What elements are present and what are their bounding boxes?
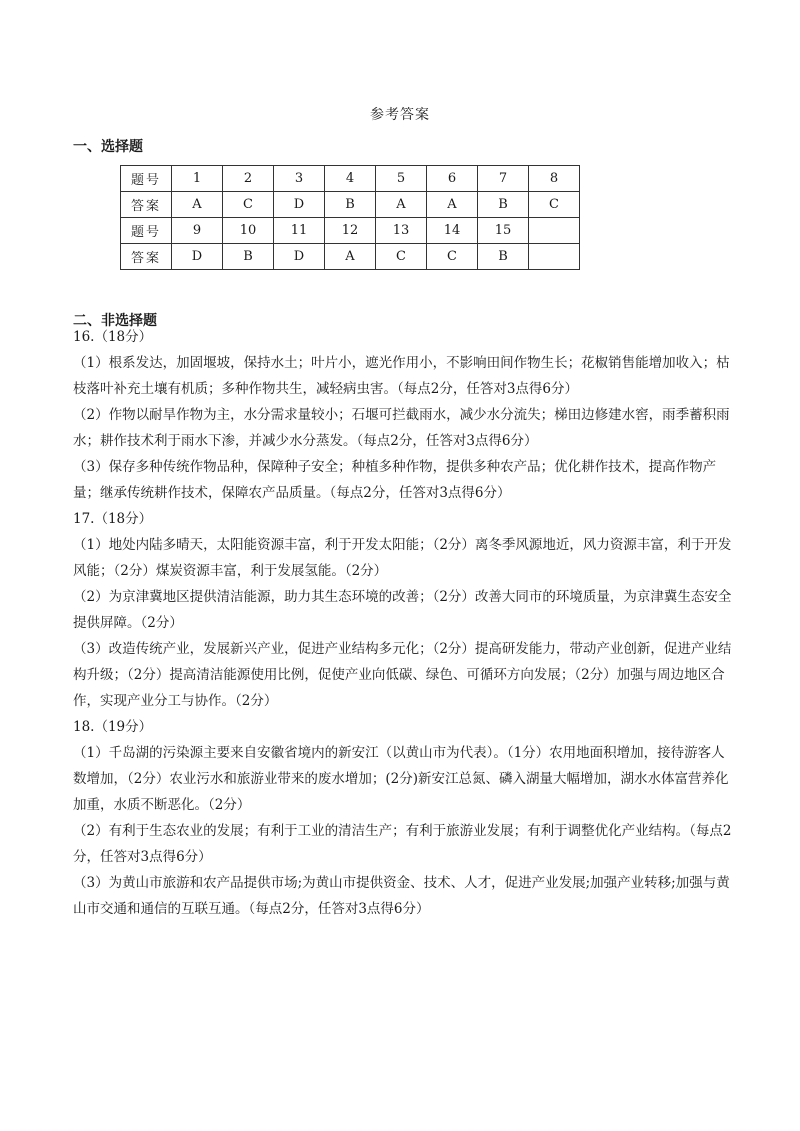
question-number: 11 bbox=[274, 218, 325, 244]
answer-cell: B bbox=[478, 192, 529, 218]
question-number: 13 bbox=[376, 218, 427, 244]
answer-cell: A bbox=[427, 192, 478, 218]
row-label: 答案 bbox=[121, 192, 172, 218]
question-header: 18.（19分） bbox=[73, 719, 153, 735]
answer-cell: A bbox=[325, 244, 376, 270]
answer-part: （1）千岛湖的污染源主要来自安徽省境内的新安江（以黄山市为代表）。（1分）农用地面积增加，接待游客人数增加，（2分）农业污水和旅游业带来的废水增加；(2分)新安江总氮、磷入湖量大幅增加，湖水水体富营养化加重，水质不断恶化。（2分） bbox=[73, 745, 729, 813]
page-title: 参考答案 bbox=[370, 107, 430, 123]
answer-part: （1）地处内陆多晴天，太阳能资源丰富，利于开发太阳能；（2分）离冬季风源地近，风力资源丰富，利于开发风能；（2分）煤炭资源丰富，利于发展氢能。（2分） bbox=[73, 537, 732, 579]
table-row-answers-1 bbox=[121, 192, 580, 218]
answer-part: （2）为京津冀地区提供清洁能源，助力其生态环境的改善；（2分）改善大同市的环境质量，为京津冀生态安全提供屏障。（2分） bbox=[73, 589, 732, 631]
answer-cell: C bbox=[376, 244, 427, 270]
answer-cell: D bbox=[274, 192, 325, 218]
table-row-numbers-2 bbox=[121, 218, 580, 244]
question-number: 14 bbox=[427, 218, 478, 244]
answer-part: （1）根系发达，加固堰坡，保持水土；叶片小，遮光作用小，不影响田间作物生长；花椒销售能增加收入；枯枝落叶补充土壤有机质；多种作物共生，减轻病虫害。（每点2分，任答对3点得6分） bbox=[73, 355, 730, 397]
answer-cell: A bbox=[172, 192, 223, 218]
question-number: 7 bbox=[478, 166, 529, 192]
question-number bbox=[529, 218, 580, 244]
question-number: 5 bbox=[376, 166, 427, 192]
question-number: 12 bbox=[325, 218, 376, 244]
answer-part: （2）有利于生态农业的发展；有利于工业的清洁生产；有利于旅游业发展；有利于调整优化产业结构。（每点2分，任答对3点得6分） bbox=[73, 823, 732, 865]
answer-cell bbox=[529, 244, 580, 270]
question-number: 15 bbox=[478, 218, 529, 244]
answer-cell: B bbox=[223, 244, 274, 270]
question-number: 9 bbox=[172, 218, 223, 244]
answer-cell: D bbox=[172, 244, 223, 270]
row-label: 答案 bbox=[121, 244, 172, 270]
question-header: 17.（18分） bbox=[73, 511, 153, 527]
section-heading-non-multiple-choice: 二、非选择题 bbox=[73, 313, 157, 329]
answer-cell: A bbox=[376, 192, 427, 218]
answer-cell: C bbox=[223, 192, 274, 218]
row-label: 题号 bbox=[121, 166, 172, 192]
answer-cell: B bbox=[325, 192, 376, 218]
answer-part: （3）改造传统产业，发展新兴产业，促进产业结构多元化；（2分）提高研发能力，带动产业创新，促进产业结构升级；（2分）提高清洁能源使用比例，促使产业向低碳、绿色、可循环方向发展；（2分）加强与周边地区合作，实现产业分工与协作。（2分） bbox=[73, 641, 732, 709]
table-row-answers-2 bbox=[121, 244, 580, 270]
question-header: 16.（18分） bbox=[73, 329, 153, 345]
question-number: 8 bbox=[529, 166, 580, 192]
answer-cell: D bbox=[274, 244, 325, 270]
section-heading-multiple-choice: 一、选择题 bbox=[73, 139, 143, 155]
question-number: 3 bbox=[274, 166, 325, 192]
question-number: 6 bbox=[427, 166, 478, 192]
answer-cell: C bbox=[529, 192, 580, 218]
answer-part: （3）为黄山市旅游和农产品提供市场;为黄山市提供资金、技术、人才，促进产业发展;加强产业转移;加强与黄山市交通和通信的互联互通。（每点2分，任答对3点得6分） bbox=[73, 875, 730, 917]
answer-cell: B bbox=[478, 244, 529, 270]
question-number: 4 bbox=[325, 166, 376, 192]
answer-part: （2）作物以耐旱作物为主，水分需求量较小；石堰可拦截雨水，减少水分流失；梯田边修建水窖，雨季蓄积雨水；耕作技术利于雨水下渗，并减少水分蒸发。（每点2分，任答对3点得6分） bbox=[73, 407, 730, 449]
question-16 bbox=[73, 324, 733, 506]
answer-cell: C bbox=[427, 244, 478, 270]
answer-table bbox=[120, 165, 580, 270]
question-number: 1 bbox=[172, 166, 223, 192]
row-label: 题号 bbox=[121, 218, 172, 244]
answer-part: （3）保存多种传统作物品种，保障种子安全；种植多种作物，提供多种农产品；优化耕作技术，提高作物产量；继承传统耕作技术，保障农产品质量。（每点2分，任答对3点得6分） bbox=[73, 459, 717, 501]
question-number: 10 bbox=[223, 218, 274, 244]
question-18 bbox=[73, 714, 733, 922]
question-17 bbox=[73, 506, 733, 714]
answers-body bbox=[73, 324, 733, 922]
question-number: 2 bbox=[223, 166, 274, 192]
table-row-numbers-1 bbox=[121, 166, 580, 192]
